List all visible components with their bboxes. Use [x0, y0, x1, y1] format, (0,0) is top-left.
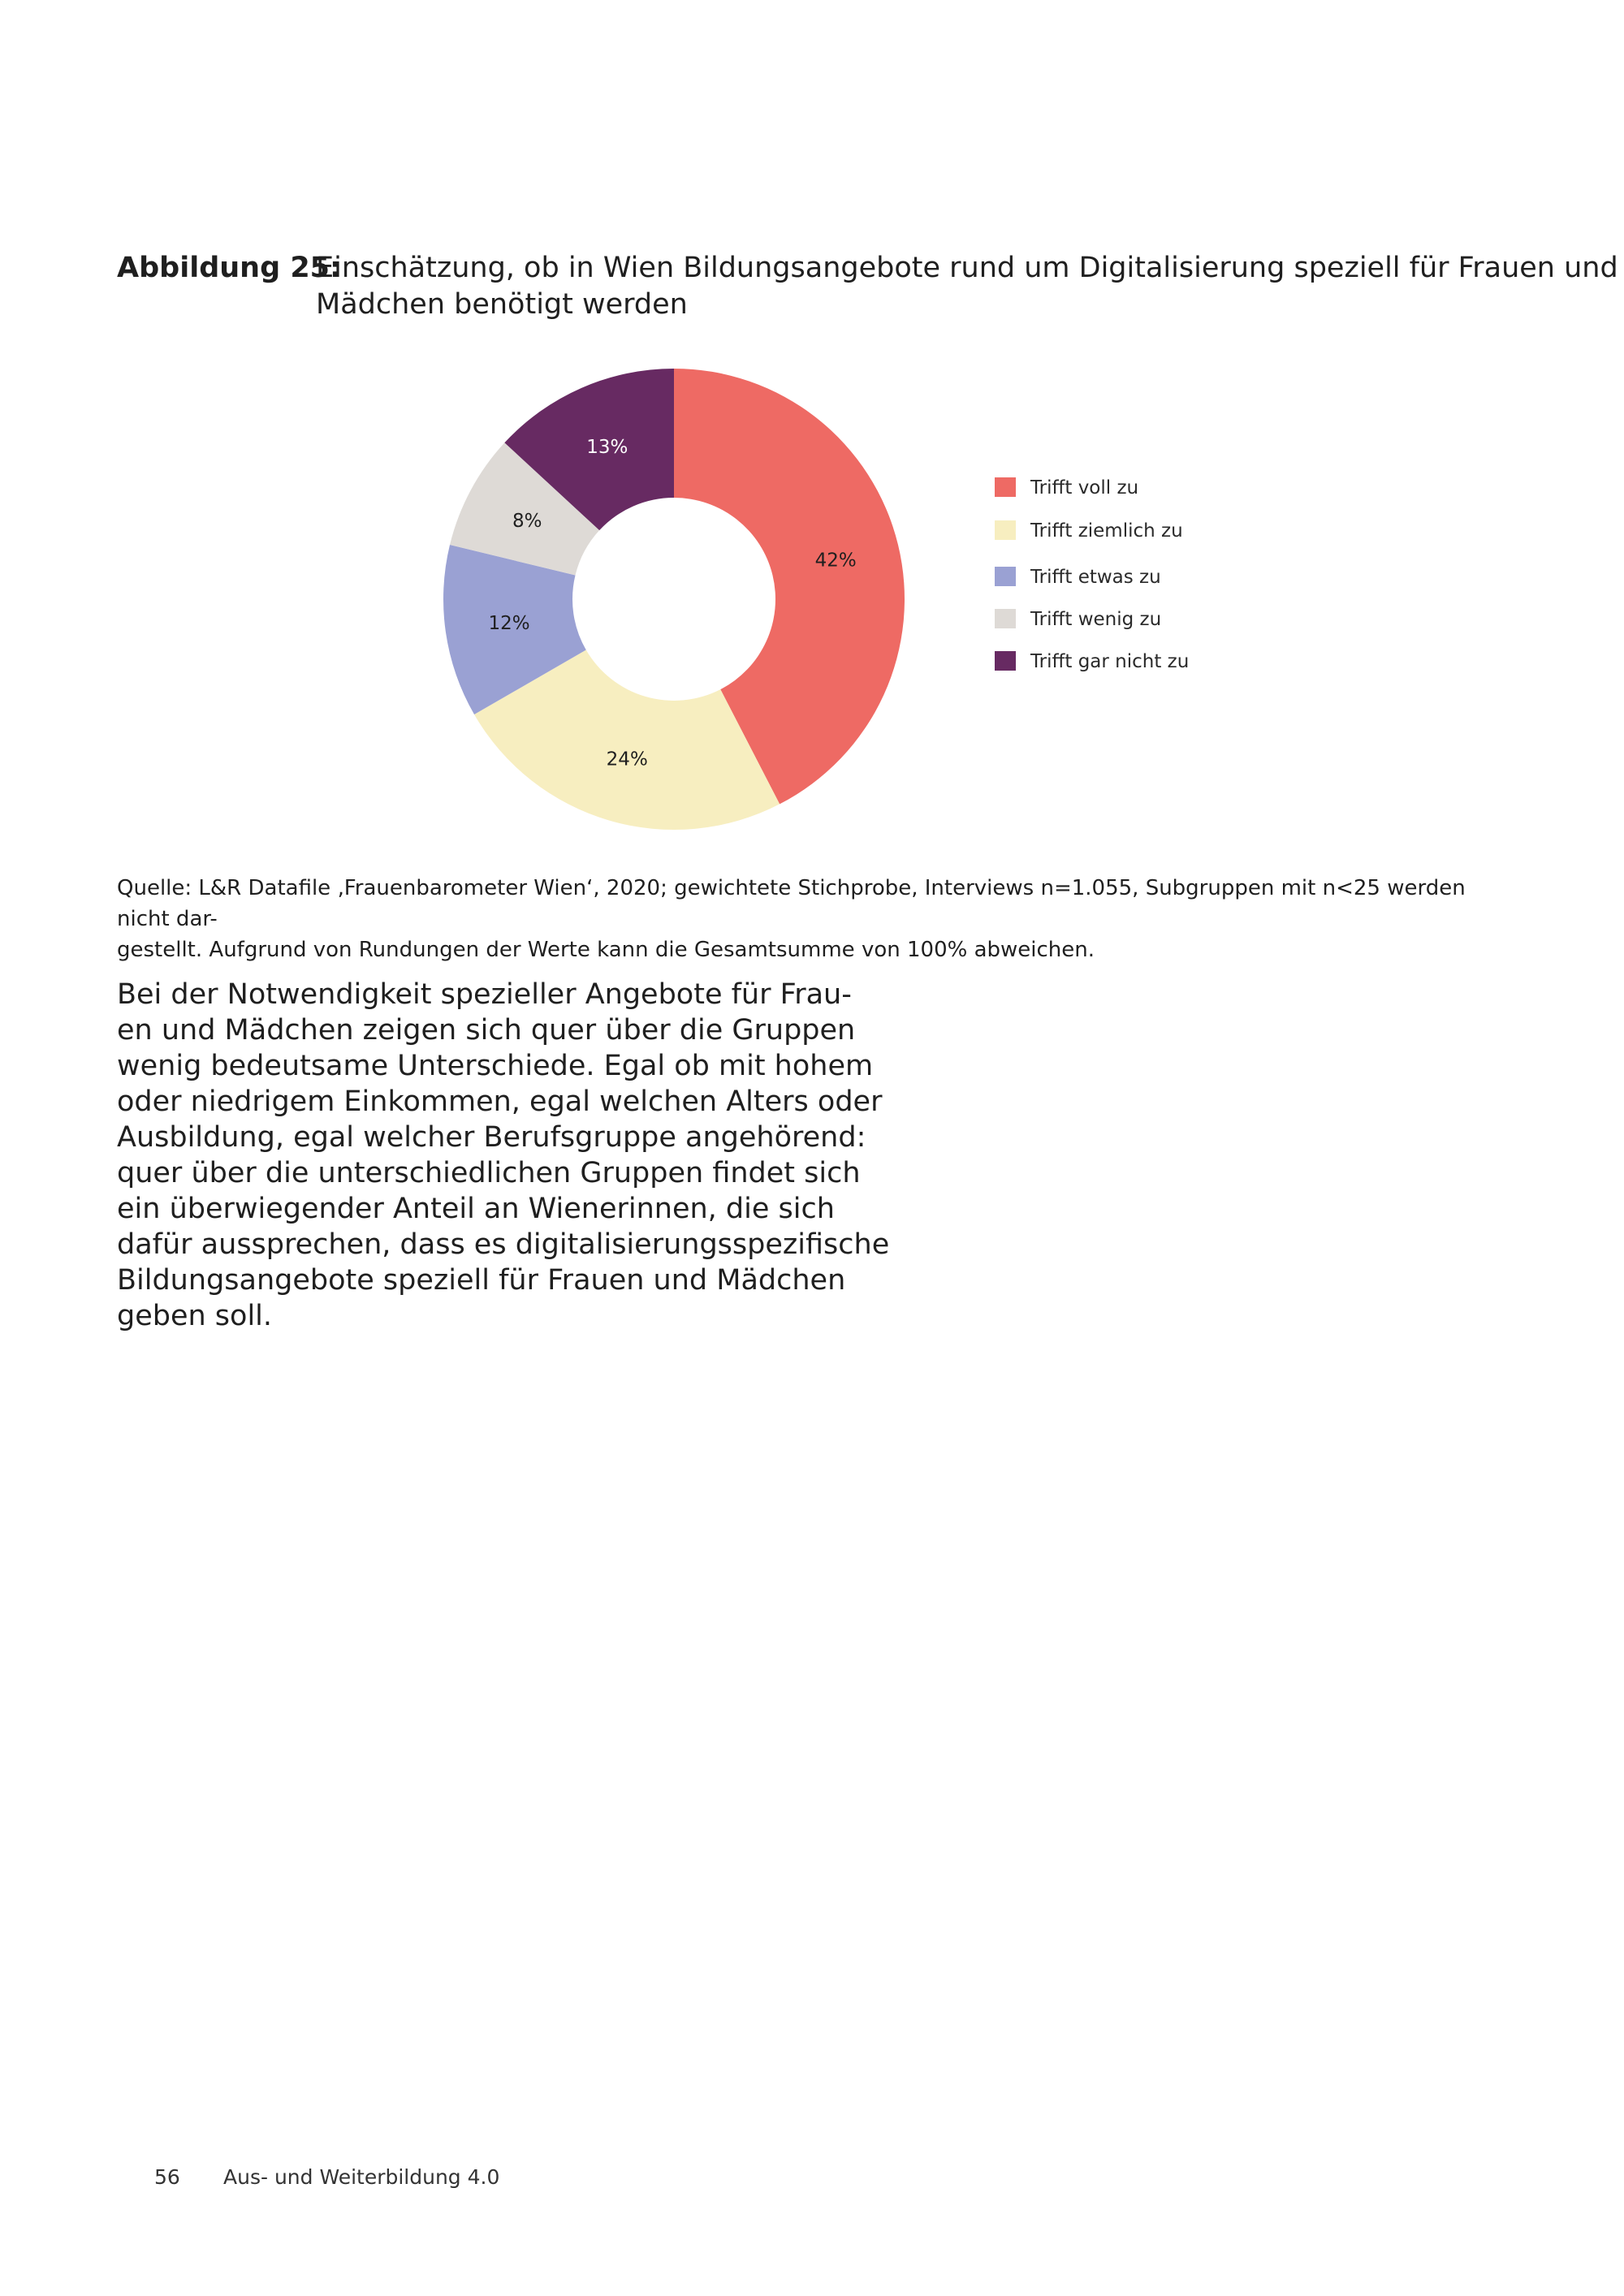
legend-label: Trifft ziemlich zu [1030, 520, 1183, 542]
legend-label: Trifft voll zu [1030, 477, 1139, 498]
slice-value-label: 13% [586, 437, 628, 459]
body-line: ein überwiegender Anteil an Wienerinnen, die sich [117, 1193, 835, 1225]
source-line-1: Quelle: L&R Datafile ‚Frauenbarometer Wien‘, 2020; gewichtete Stichprobe, Interviews n=1.055, Subgruppen mit n<25 werden nicht dar- [117, 876, 1466, 931]
donut-chart [406, 341, 1299, 844]
figure-source [117, 873, 1514, 965]
donut-slices [443, 369, 905, 830]
slice-value-label: 42% [814, 550, 857, 572]
slice-value-label: 8% [512, 511, 542, 533]
body-line: Bildungsangebote speziell für Frauen und Mädchen [117, 1264, 846, 1297]
figure-label: Abbildung 25: [117, 252, 342, 284]
body-line: dafür aussprechen, dass es digitalisierungsspezifische [117, 1228, 890, 1261]
body-line: en und Mädchen zeigen sich quer über die Gruppen [117, 1014, 856, 1047]
chart-legend [995, 477, 1189, 672]
body-line: quer über die unterschiedlichen Gruppen findet sich [117, 1157, 861, 1189]
legend-label: Trifft gar nicht zu [1030, 651, 1190, 672]
legend-label: Trifft wenig zu [1030, 609, 1162, 630]
legend-swatch [995, 520, 1016, 540]
body-line: Bei der Notwendigkeit spezieller Angebote für Frau- [117, 978, 852, 1011]
legend-swatch [995, 567, 1016, 586]
body-paragraph [117, 977, 890, 1334]
legend-swatch [995, 477, 1016, 497]
body-line: geben soll. [117, 1300, 273, 1332]
body-line: oder niedrigem Einkommen, egal welchen Alters oder [117, 1085, 883, 1118]
body-line: Ausbildung, egal welcher Berufsgruppe angehörend: [117, 1121, 866, 1154]
legend-swatch [995, 609, 1016, 628]
slice-value-label: 24% [606, 749, 648, 770]
legend-swatch [995, 651, 1016, 671]
legend-label: Trifft etwas zu [1030, 567, 1161, 588]
body-line: wenig bedeutsame Unterschiede. Egal ob mit hohem [117, 1050, 874, 1082]
running-footer-title: Aus- und Weiterbildung 4.0 [223, 2165, 500, 2189]
page-number: 56 [154, 2165, 180, 2189]
source-line-2: gestellt. Aufgrund von Rundungen der Werte kann die Gesamtsumme von 100% abweichen. [117, 938, 1095, 962]
slice-value-label: 12% [488, 613, 530, 635]
figure-title: Einschätzung, ob in Wien Bildungsangebote rund um Digitalisierung speziell für Frauen und Mädchen benötigt werden [316, 252, 1618, 321]
